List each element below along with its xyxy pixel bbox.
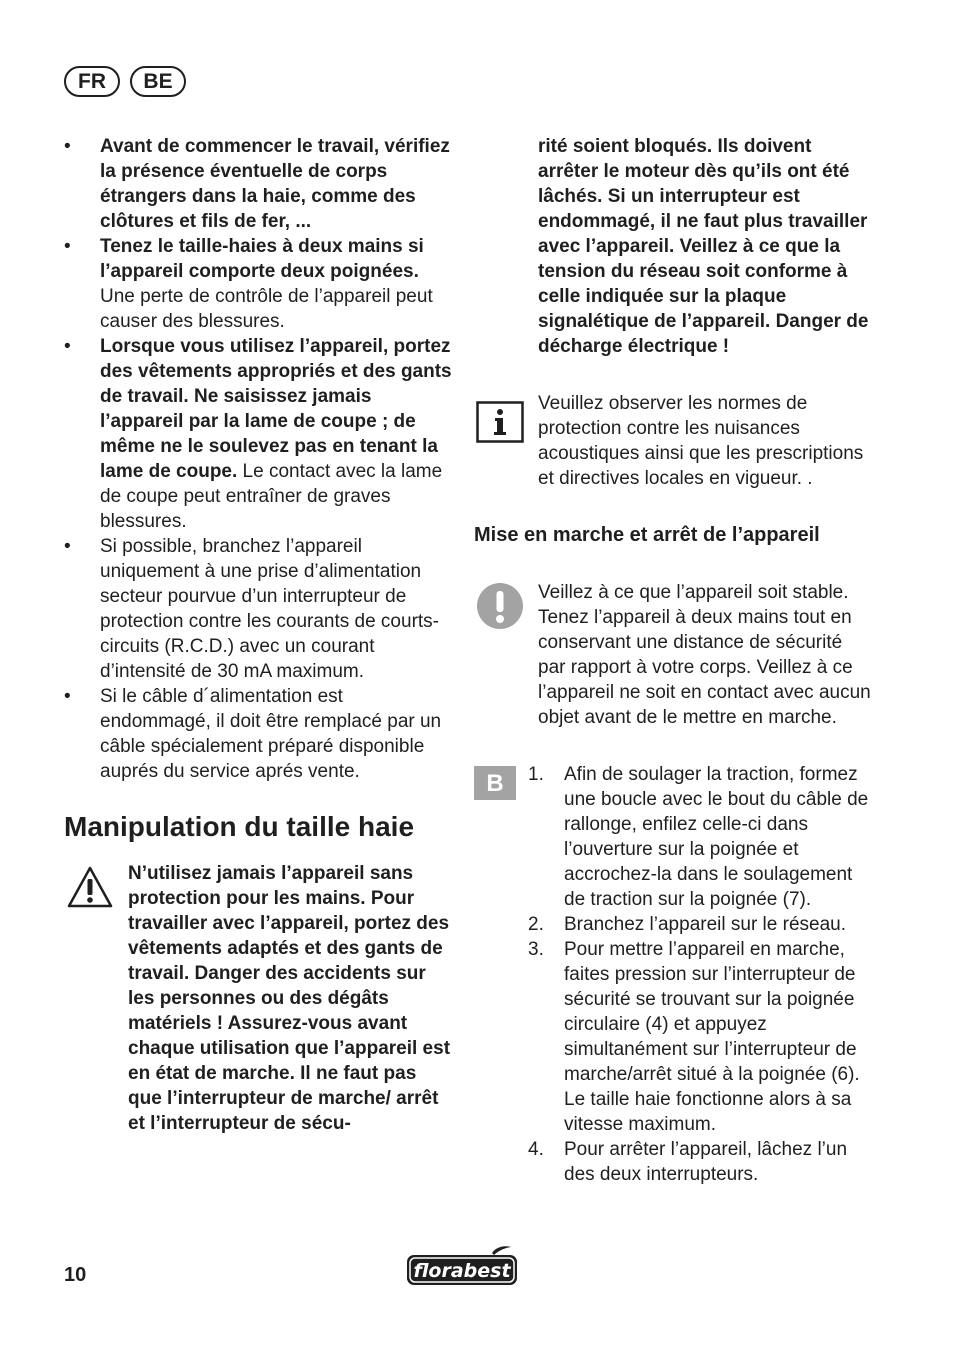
bullet-bold-text: Lorsque vous utilisez l’appareil, portez des vêtements appropriés et des gants de travail. Ne saisissez jamais l’appareil par la lame de coupe ; de même ne le soulevez pas en tenant la lame de coupe. (100, 336, 452, 482)
bullet-icon: • (64, 686, 71, 707)
list-item (528, 1137, 874, 1187)
warning-triangle-icon (66, 865, 114, 909)
right-column (474, 134, 874, 1187)
language-badge-be: BE (130, 66, 186, 97)
list-item (64, 334, 452, 534)
step-number: 3. (528, 939, 544, 960)
svg-text:florabest: florabest (413, 1260, 511, 1282)
bullet-text: Si le câble d´alimentation est endommagé, il doit être remplacé par un câble spécialement préparé disponible auprés du service aprés vente. (100, 686, 442, 782)
step-text: Pour mettre l’appareil en marche, faites pression sur l’interrupteur de sécurité se trouvant sur la poignée circulaire (4) et appuyez simultanément sur l’interrupteur de marche/arrêt situé à la poignée (6). Le taille haie fonctionne alors à sa vitesse maximum. (564, 939, 860, 1135)
step-text: Branchez l’appareil sur le réseau. (564, 914, 846, 935)
brand-logo (404, 1244, 520, 1288)
warning-block (64, 861, 452, 1136)
bullet-icon: • (64, 536, 71, 557)
bullet-bold-text: Tenez le taille-haies à deux mains si l’appareil comporte deux poignées. (100, 236, 424, 282)
step-text: Pour arrêter l’appareil, lâchez l’un des deux interrupteurs. (564, 1139, 848, 1185)
step-number: 2. (528, 914, 544, 935)
warning-continued-text: rité soient bloqués. Ils doivent arrêter le moteur dès qu’ils ont été lâchés. Si un interrupteur est endommagé, il ne faut plus travailler avec l’appareil. Veillez à ce que la tension du réseau soit conforme à celle indiquée sur la plaque signalétique de l’appareil. Danger de décharge électrique ! (538, 136, 869, 357)
language-badge-fr: FR (64, 66, 120, 97)
list-item (64, 234, 452, 334)
list-item (528, 937, 874, 1137)
info-note (474, 391, 874, 491)
step-number: 4. (528, 1139, 544, 1160)
bullet-text: Une perte de contrôle de l’appareil peut causer des blessures. (100, 286, 433, 332)
section-title: Manipulation du taille haie (64, 811, 415, 842)
steps-block (474, 762, 874, 1187)
bullet-icon: • (64, 136, 71, 157)
bullet-text: Le contact avec la lame de coupe peut entraîner de graves blessures. (100, 461, 443, 532)
left-column (64, 134, 452, 1136)
steps-list (528, 762, 874, 1187)
list-item (64, 534, 452, 684)
bullet-icon: • (64, 336, 71, 357)
warning-continued (474, 134, 874, 359)
list-item (64, 134, 452, 234)
caution-note-text: Veillez à ce que l’appareil soit stable. Tenez l’appareil à deux mains tout en conservant une distance de sécurité par rapport à votre corps. Veillez à ce l’appareil ne soit en contact avec aucun objet avant de le mettre en marche. (538, 582, 871, 728)
list-item (64, 684, 452, 784)
bullet-icon: • (64, 236, 71, 257)
figure-badge: B (474, 766, 516, 800)
list-item (528, 762, 874, 912)
bullet-text: Si possible, branchez l’appareil uniquement à une prise d’alimentation secteur pourvue d’un interrupteur de protection contre les courants de courts-circuits (R.C.D.) avec un courant d’intensité de 30 mA maximum. (100, 536, 440, 682)
caution-note (474, 580, 874, 730)
safety-bullet-list (64, 134, 452, 784)
step-text: Afin de soulager la traction, formez une boucle avec le bout du câble de rallonge, enfilez celle-ci dans l’ouverture sur la poignée et accrochez-la dans le soulagement de traction sur la poignée (7). (564, 764, 869, 910)
warning-text: N’utilisez jamais l’appareil sans protection pour les mains. Pour travailler avec l’appareil, portez des vêtements adaptés et des gants de travail. Danger des accidents sur les personnes ou des dégâts matériels ! Assurez-vous avant chaque utilisation que l’appareil est en état de marche. Il ne faut pas que l’interrupteur de marche/ arrêt et l’interrupteur de sécu- (128, 863, 451, 1134)
info-note-text: Veuillez observer les normes de protection contre les nuisances acoustiques ainsi que les prescriptions et directives locales en vigueur. . (538, 393, 864, 489)
list-item (528, 912, 874, 937)
subheading: Mise en marche et arrêt de l’appareil (474, 524, 820, 546)
page-number: 10 (64, 1264, 87, 1286)
info-icon (476, 401, 524, 443)
exclamation-circle-icon (476, 582, 524, 630)
bullet-bold-text: Avant de commencer le travail, vérifiez la présence éventuelle de corps étrangers dans la haie, comme des clôtures et fils de fer, ... (100, 136, 450, 232)
step-number: 1. (528, 764, 544, 785)
